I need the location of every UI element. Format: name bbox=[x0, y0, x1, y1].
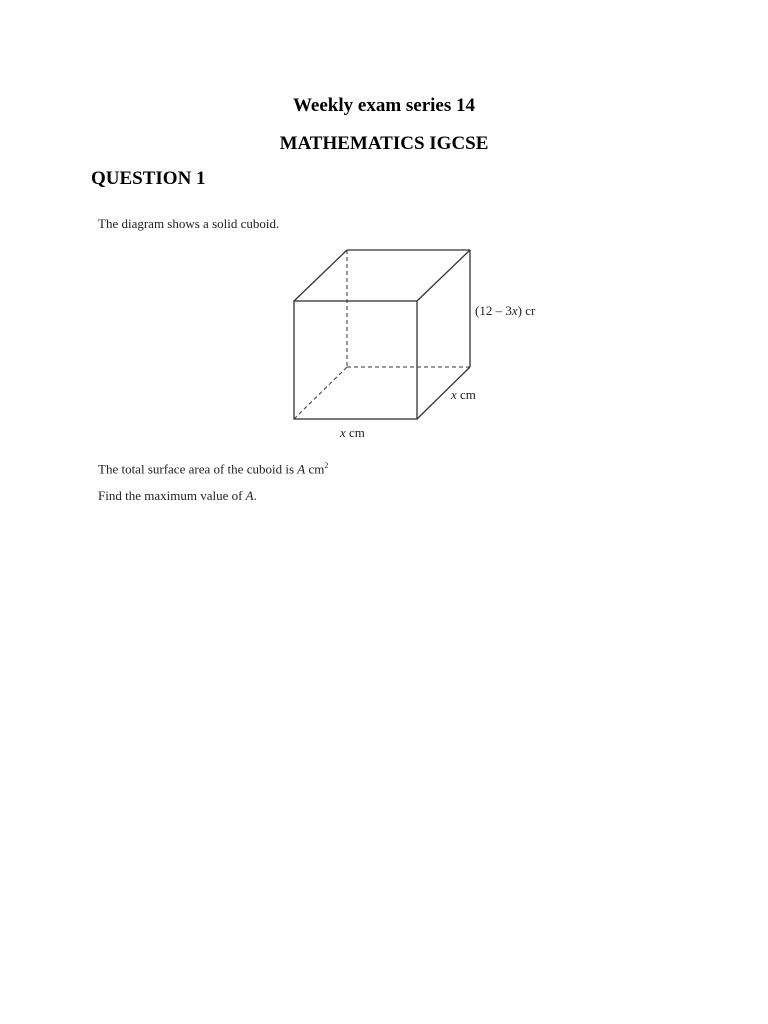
surface-area-exponent: 2 bbox=[324, 461, 329, 470]
find-suffix: . bbox=[253, 488, 257, 503]
cuboid-edge bbox=[417, 250, 470, 301]
depth-label-unit: cm bbox=[456, 387, 476, 402]
height-label-prefix: (12 – 3 bbox=[475, 303, 512, 318]
cuboid-front-face bbox=[294, 301, 417, 419]
cuboid-hidden-edge bbox=[294, 367, 347, 419]
subject-heading: MATHEMATICS IGCSE bbox=[279, 133, 489, 154]
surface-area-prefix: The total surface area of the cuboid is bbox=[98, 461, 298, 477]
question-intro: The diagram shows a solid cuboid. bbox=[98, 216, 280, 231]
question-heading: QUESTION 1 bbox=[91, 168, 206, 189]
depth-label-var: x bbox=[451, 387, 457, 402]
width-label-var: x bbox=[340, 425, 346, 440]
cuboid-edge bbox=[294, 250, 347, 301]
width-label-unit: cm bbox=[345, 425, 365, 440]
height-label-var: x bbox=[511, 303, 518, 318]
find-var: A bbox=[245, 488, 254, 503]
surface-area-var: A bbox=[297, 461, 306, 477]
surface-area-statement bbox=[98, 458, 328, 477]
cuboid-diagram bbox=[270, 236, 560, 446]
surface-area-unit: cm bbox=[305, 461, 325, 477]
height-label-suffix: ) cr bbox=[517, 303, 536, 318]
height-label bbox=[475, 303, 536, 318]
find-prefix: Find the maximum value of bbox=[98, 488, 246, 503]
page-title: Weekly exam series 14 bbox=[292, 95, 476, 116]
depth-label bbox=[450, 387, 476, 402]
width-label bbox=[339, 425, 365, 440]
find-instruction bbox=[98, 488, 257, 504]
